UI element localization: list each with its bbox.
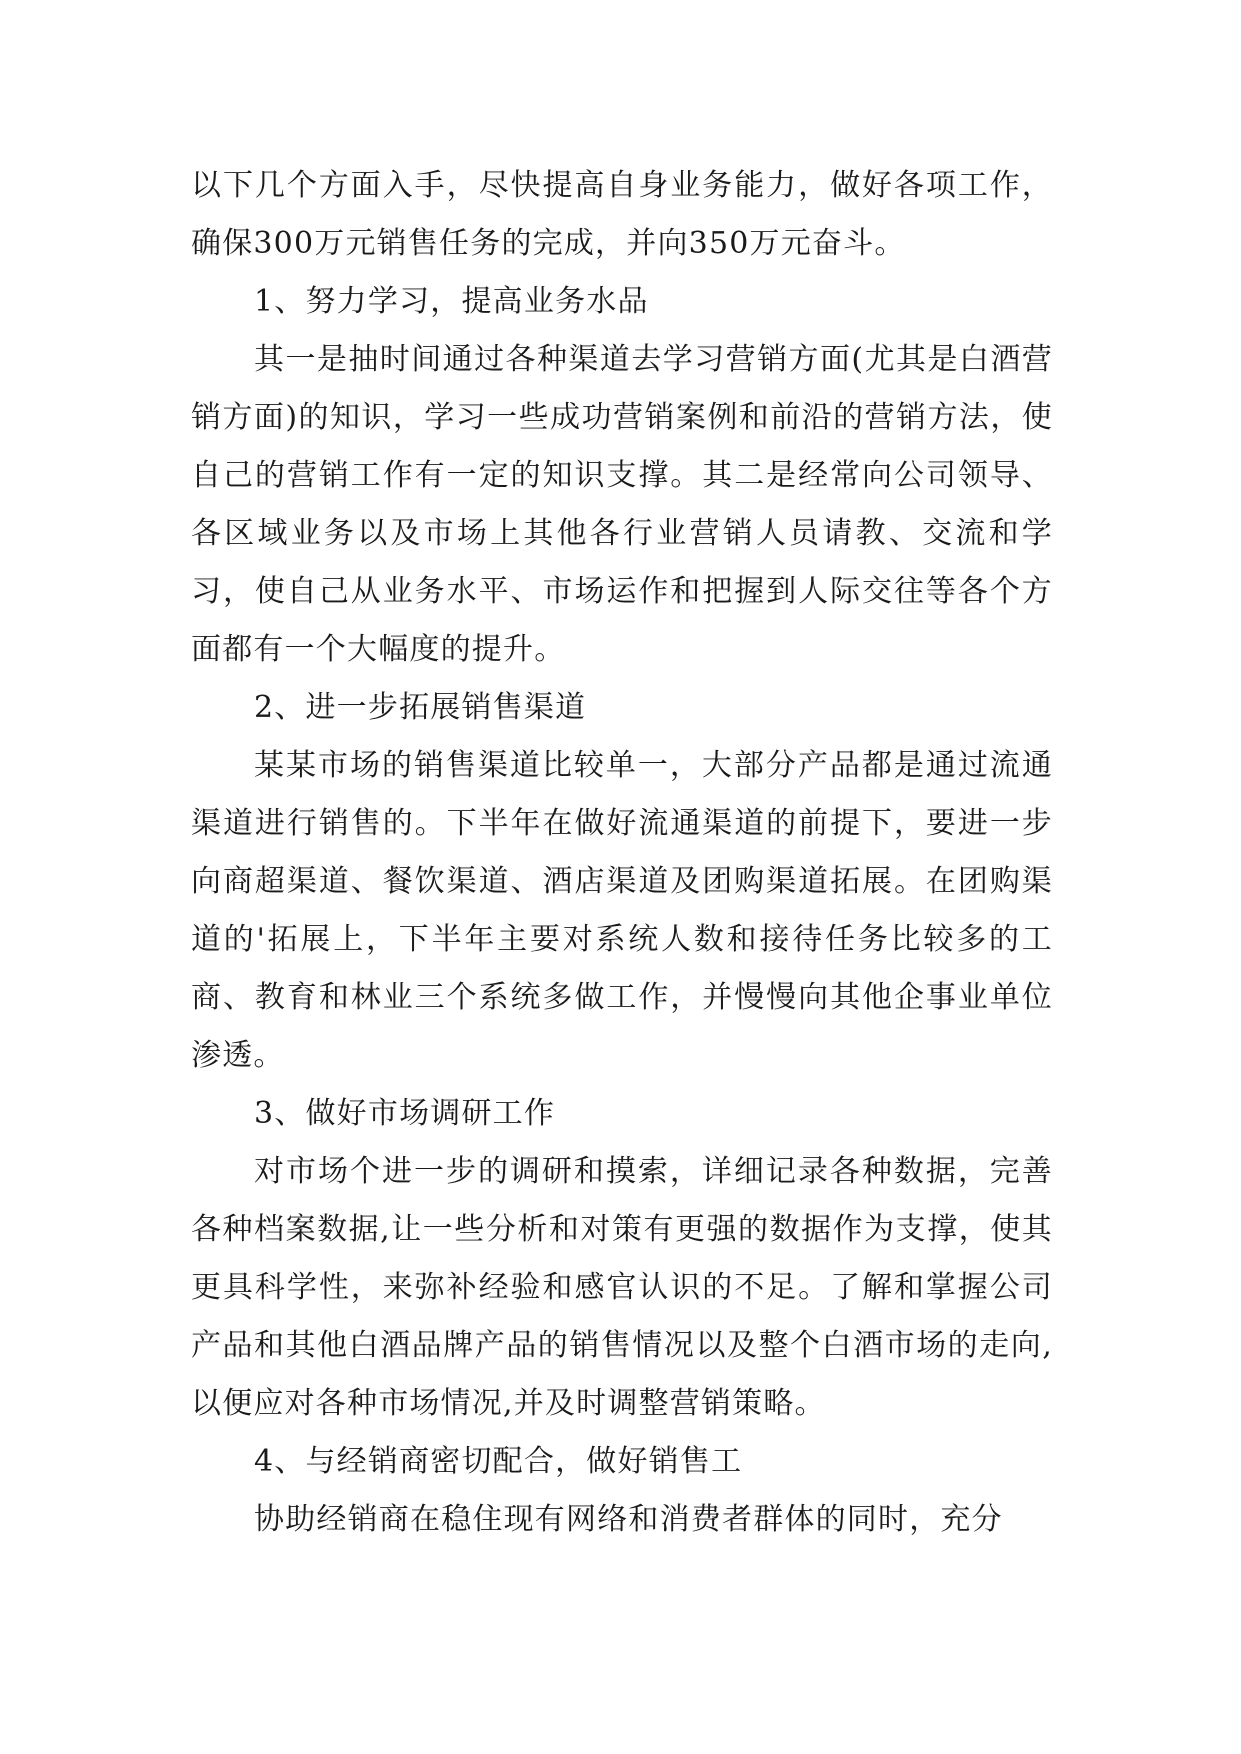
paragraph-1: 以下几个方面入手，尽快提高自身业务能力，做好各项工作，确保300万元销售任务的完成，并向350万元奋斗。: [191, 168, 1053, 261]
section-heading-3: 3、做好市场调研工作: [254, 1096, 556, 1131]
paragraph-3: 某某市场的销售渠道比较单一，大部分产品都是通过流通渠道进行销售的。下半年在做好流通渠道的前提下，要进一步向商超渠道、餐饮渠道、酒店渠道及团购渠道拓展。在团购渠道的'拓展上，下半年主要对系统人数和接待任务比较多的工商、教育和林业三个系统多做工作，并慢慢向其他企事业单位渗透。: [191, 748, 1053, 1073]
paragraph-2: 其一是抽时间通过各种渠道去学习营销方面(尤其是白酒营销方面)的知识，学习一些成功营销案例和前沿的营销方法，使自己的营销工作有一定的知识支撑。其二是经常向公司领导、各区域业务以及市场上其他各行业营销人员请教、交流和学习，使自己从业务水平、市场运作和把握到人际交往等各个方面都有一个大幅度的提升。: [191, 342, 1053, 667]
paragraph-4: 对市场个进一步的调研和摸索，详细记录各种数据，完善各种档案数据,让一些分析和对策有更强的数据作为支撑，使其更具科学性，来弥补经验和感官认识的不足。了解和掌握公司产品和其他白酒品牌产品的销售情况以及整个白酒市场的走向,以便应对各种市场情况,并及时调整营销策略。: [191, 1154, 1053, 1421]
paragraph-5: 协助经销商在稳住现有网络和消费者群体的同时，充分: [254, 1502, 1003, 1537]
section-heading-1: 1、努力学习，提高业务水品: [254, 284, 649, 319]
section-heading-4: 4、与经销商密切配合，做好销售工: [254, 1444, 743, 1479]
section-heading-2: 2、进一步拓展销售渠道: [254, 690, 587, 725]
document-body: [191, 157, 1053, 1549]
